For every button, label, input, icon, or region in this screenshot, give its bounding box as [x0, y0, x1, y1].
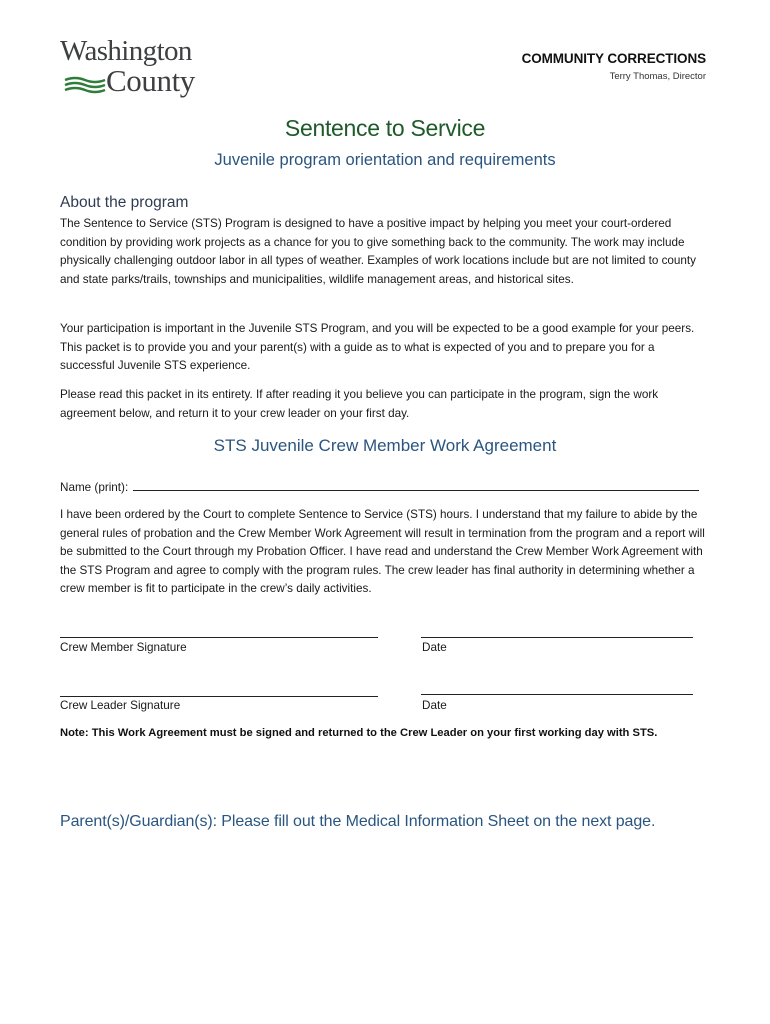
page-subtitle: Juvenile program orientation and requirements [214, 151, 556, 169]
about-paragraph-1: The Sentence to Service (STS) Program is designed to have a positive impact by helping you meet your court-ordered condition by providing work projects as a chance for you to give something back to the community. The work may include physically challenging outdoor labor in all types of weather. Examples of work locations include but are not limited to county and state parks/trails, townships and municipalities, wildlife management areas, and historical sites. [60, 217, 697, 286]
parent-guardian-note: Parent(s)/Guardian(s): Please fill out the Medical Information Sheet on the next page. [60, 813, 656, 830]
crew-leader-date-label: Date [422, 699, 447, 712]
name-print-field[interactable] [133, 479, 699, 491]
crew-leader-signature-line[interactable] [60, 696, 378, 697]
logo-line-washington: Washington [60, 35, 192, 67]
agreement-body: I have been ordered by the Court to complete Sentence to Service (STS) hours. I understand that my failure to abide by the general rules of probation and the Crew Member Work Agreement will result in termination from the program and a report will be submitted to the Court through my Probation Officer. I have read and understand the Crew Member Work Agreement with the STS Program and agree to comply with the program rules. The crew leader has final authority in determining whether a crew member is fit to participate in the crew’s daily activities. [60, 508, 705, 596]
crew-member-signature-line[interactable] [60, 637, 378, 638]
crew-member-date-line[interactable] [421, 637, 693, 638]
name-print-label: Name (print): [60, 481, 129, 494]
crew-leader-signature-label: Crew Leader Signature [60, 699, 181, 712]
agreement-heading: STS Juvenile Crew Member Work Agreement [213, 436, 557, 455]
logo-waves-icon [64, 76, 108, 94]
name-print-row [60, 479, 699, 494]
crew-member-date-label: Date [422, 641, 447, 654]
crew-member-signature-label: Crew Member Signature [60, 641, 187, 654]
about-paragraph-3: Please read this packet in its entirety. If after reading it you believe you can participate in the program, sign the work agreement below, and return it to your crew leader on your first day. [60, 388, 659, 420]
washington-county-logo [60, 36, 220, 98]
logo-line-county: County [106, 63, 195, 98]
page-title: Sentence to Service [284, 115, 486, 141]
crew-leader-date-line[interactable] [421, 694, 693, 695]
department-name: COMMUNITY CORRECTIONS [521, 51, 706, 66]
director-name: Terry Thomas, Director [609, 71, 706, 82]
agreement-note: Note: This Work Agreement must be signed and returned to the Crew Leader on your first working day with STS. [60, 727, 658, 739]
about-heading: About the program [60, 194, 189, 211]
about-paragraph-2: Your participation is important in the Juvenile STS Program, and you will be expected to be a good example for your peers. This packet is to provide you and your parent(s) with a guide as to what is expected of you and to prepare you for a successful Juvenile STS experience. [60, 322, 695, 373]
